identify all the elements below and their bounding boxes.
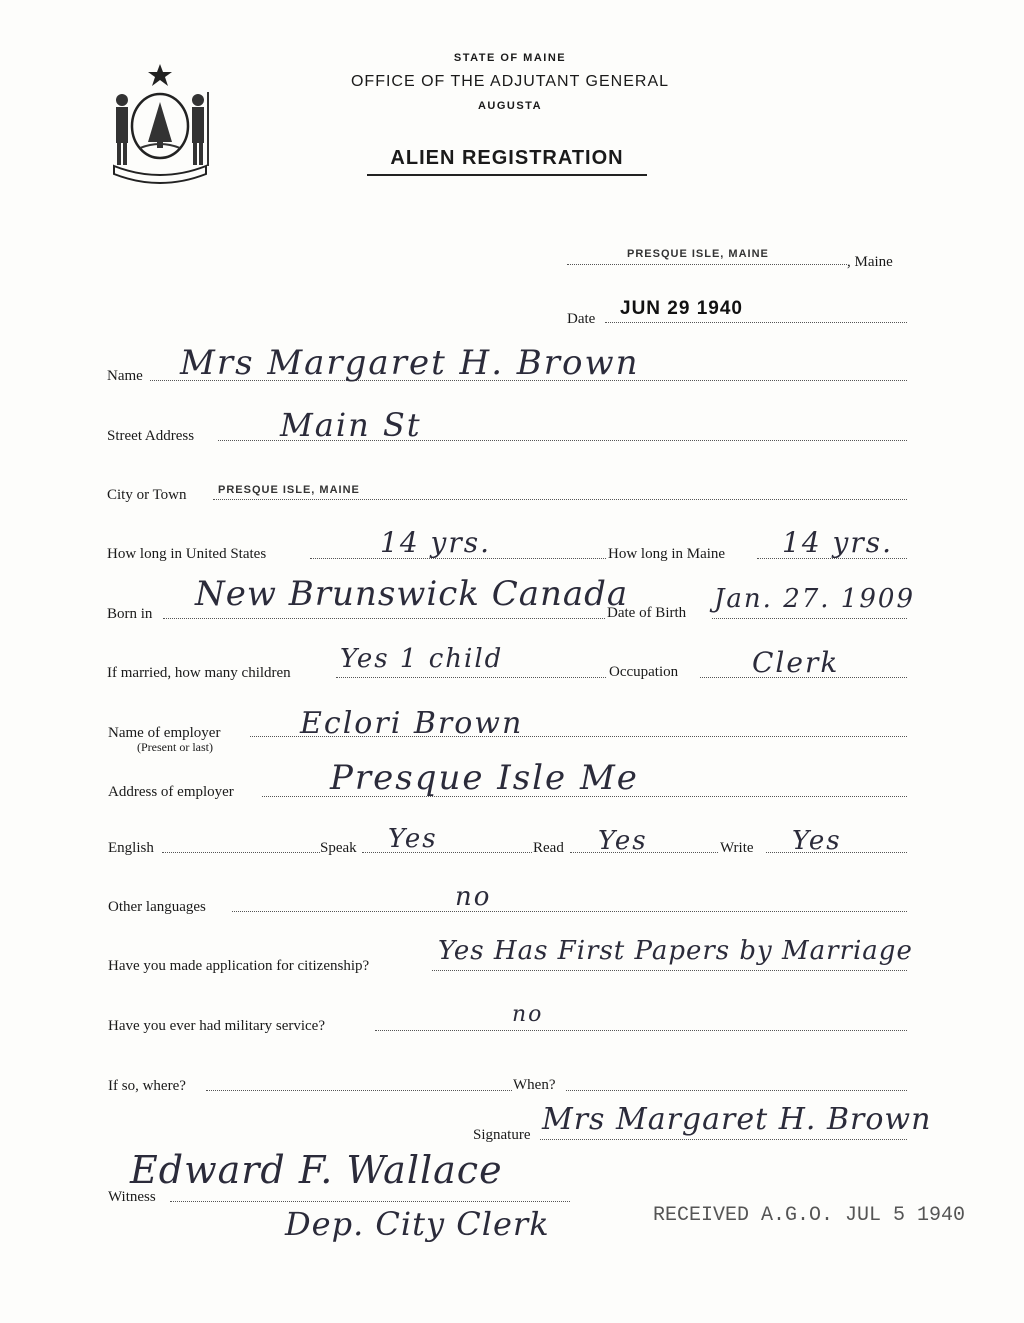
street-value: Main St xyxy=(280,406,422,444)
witness-value: Edward F. Wallace xyxy=(130,1148,503,1192)
witness-line xyxy=(170,1201,570,1202)
occupation-label: Occupation xyxy=(609,664,679,680)
header-state: STATE OF MAINE xyxy=(453,52,567,64)
received-stamp: RECEIVED A.G.O. JUL 5 1940 xyxy=(653,1204,966,1227)
english-line xyxy=(162,852,320,853)
born-value: New Brunswick Canada xyxy=(195,574,629,614)
city-value: PRESQUE ISLE, MAINE xyxy=(218,484,360,496)
dob-line xyxy=(712,618,907,619)
read-label: Read xyxy=(533,840,564,856)
other-languages-label: Other languages xyxy=(108,899,206,915)
citizenship-line xyxy=(432,970,907,971)
signature-label: Signature xyxy=(473,1127,531,1143)
place-line xyxy=(567,264,847,265)
born-label: Born in xyxy=(107,606,153,622)
english-label: English xyxy=(108,840,154,856)
children-value: Yes 1 child xyxy=(340,644,504,674)
write-value: Yes xyxy=(792,826,842,856)
speak-value: Yes xyxy=(388,824,438,854)
dob-value: Jan. 27. 1909 xyxy=(714,584,915,614)
citizenship-label: Have you made application for citizenship? xyxy=(108,958,370,974)
write-label: Write xyxy=(720,840,754,856)
form-title: ALIEN REGISTRATION xyxy=(367,147,647,176)
signature-value: Mrs Margaret H. Brown xyxy=(542,1102,932,1137)
born-line xyxy=(163,618,605,619)
military-line xyxy=(375,1030,907,1031)
military-label: Have you ever had military service? xyxy=(108,1018,325,1034)
read-value: Yes xyxy=(598,826,648,856)
other-languages-line xyxy=(232,911,907,912)
city-line xyxy=(213,499,907,500)
employer-address-value: Presque Isle Me xyxy=(330,758,639,798)
maine-label: How long in Maine xyxy=(608,546,726,562)
city-label: City or Town xyxy=(107,487,187,503)
name-label: Name xyxy=(107,368,143,384)
witness-label: Witness xyxy=(108,1189,156,1205)
name-value: Mrs Margaret H. Brown xyxy=(180,343,640,383)
occupation-value: Clerk xyxy=(752,646,840,679)
street-label: Street Address xyxy=(107,428,195,444)
military-value: no xyxy=(512,1002,544,1027)
when-line xyxy=(566,1090,907,1091)
witness-title: Dep. City Clerk xyxy=(285,1205,550,1243)
us-value: 14 yrs. xyxy=(380,526,492,559)
place-stamp: PRESQUE ISLE, MAINE xyxy=(627,248,769,260)
date-line xyxy=(605,322,907,323)
date-label: Date xyxy=(567,311,596,327)
employer-sublabel: (Present or last) xyxy=(137,740,213,754)
when-label: When? xyxy=(513,1077,556,1093)
where-line xyxy=(206,1090,512,1091)
employer-address-label: Address of employer xyxy=(108,784,234,800)
children-label: If married, how many children xyxy=(107,665,291,681)
employer-value: Eclori Brown xyxy=(300,706,524,741)
header-city: AUGUSTA xyxy=(477,100,543,112)
children-line xyxy=(336,677,606,678)
speak-label: Speak xyxy=(320,840,357,856)
maine-state-seal xyxy=(104,62,216,186)
date-stamp: JUN 29 1940 xyxy=(620,298,743,319)
place-suffix: , Maine xyxy=(847,254,893,270)
header-office: OFFICE OF THE ADJUTANT GENERAL xyxy=(350,73,670,90)
us-label: How long in United States xyxy=(107,546,267,562)
signature-line xyxy=(540,1139,907,1140)
citizenship-value: Yes Has First Papers by Marriage xyxy=(438,936,913,966)
maine-value: 14 yrs. xyxy=(782,526,894,559)
where-label: If so, where? xyxy=(108,1078,186,1094)
other-languages-value: no xyxy=(455,882,492,912)
dob-label: Date of Birth xyxy=(607,605,687,621)
employer-label: Name of employer xyxy=(108,725,221,741)
